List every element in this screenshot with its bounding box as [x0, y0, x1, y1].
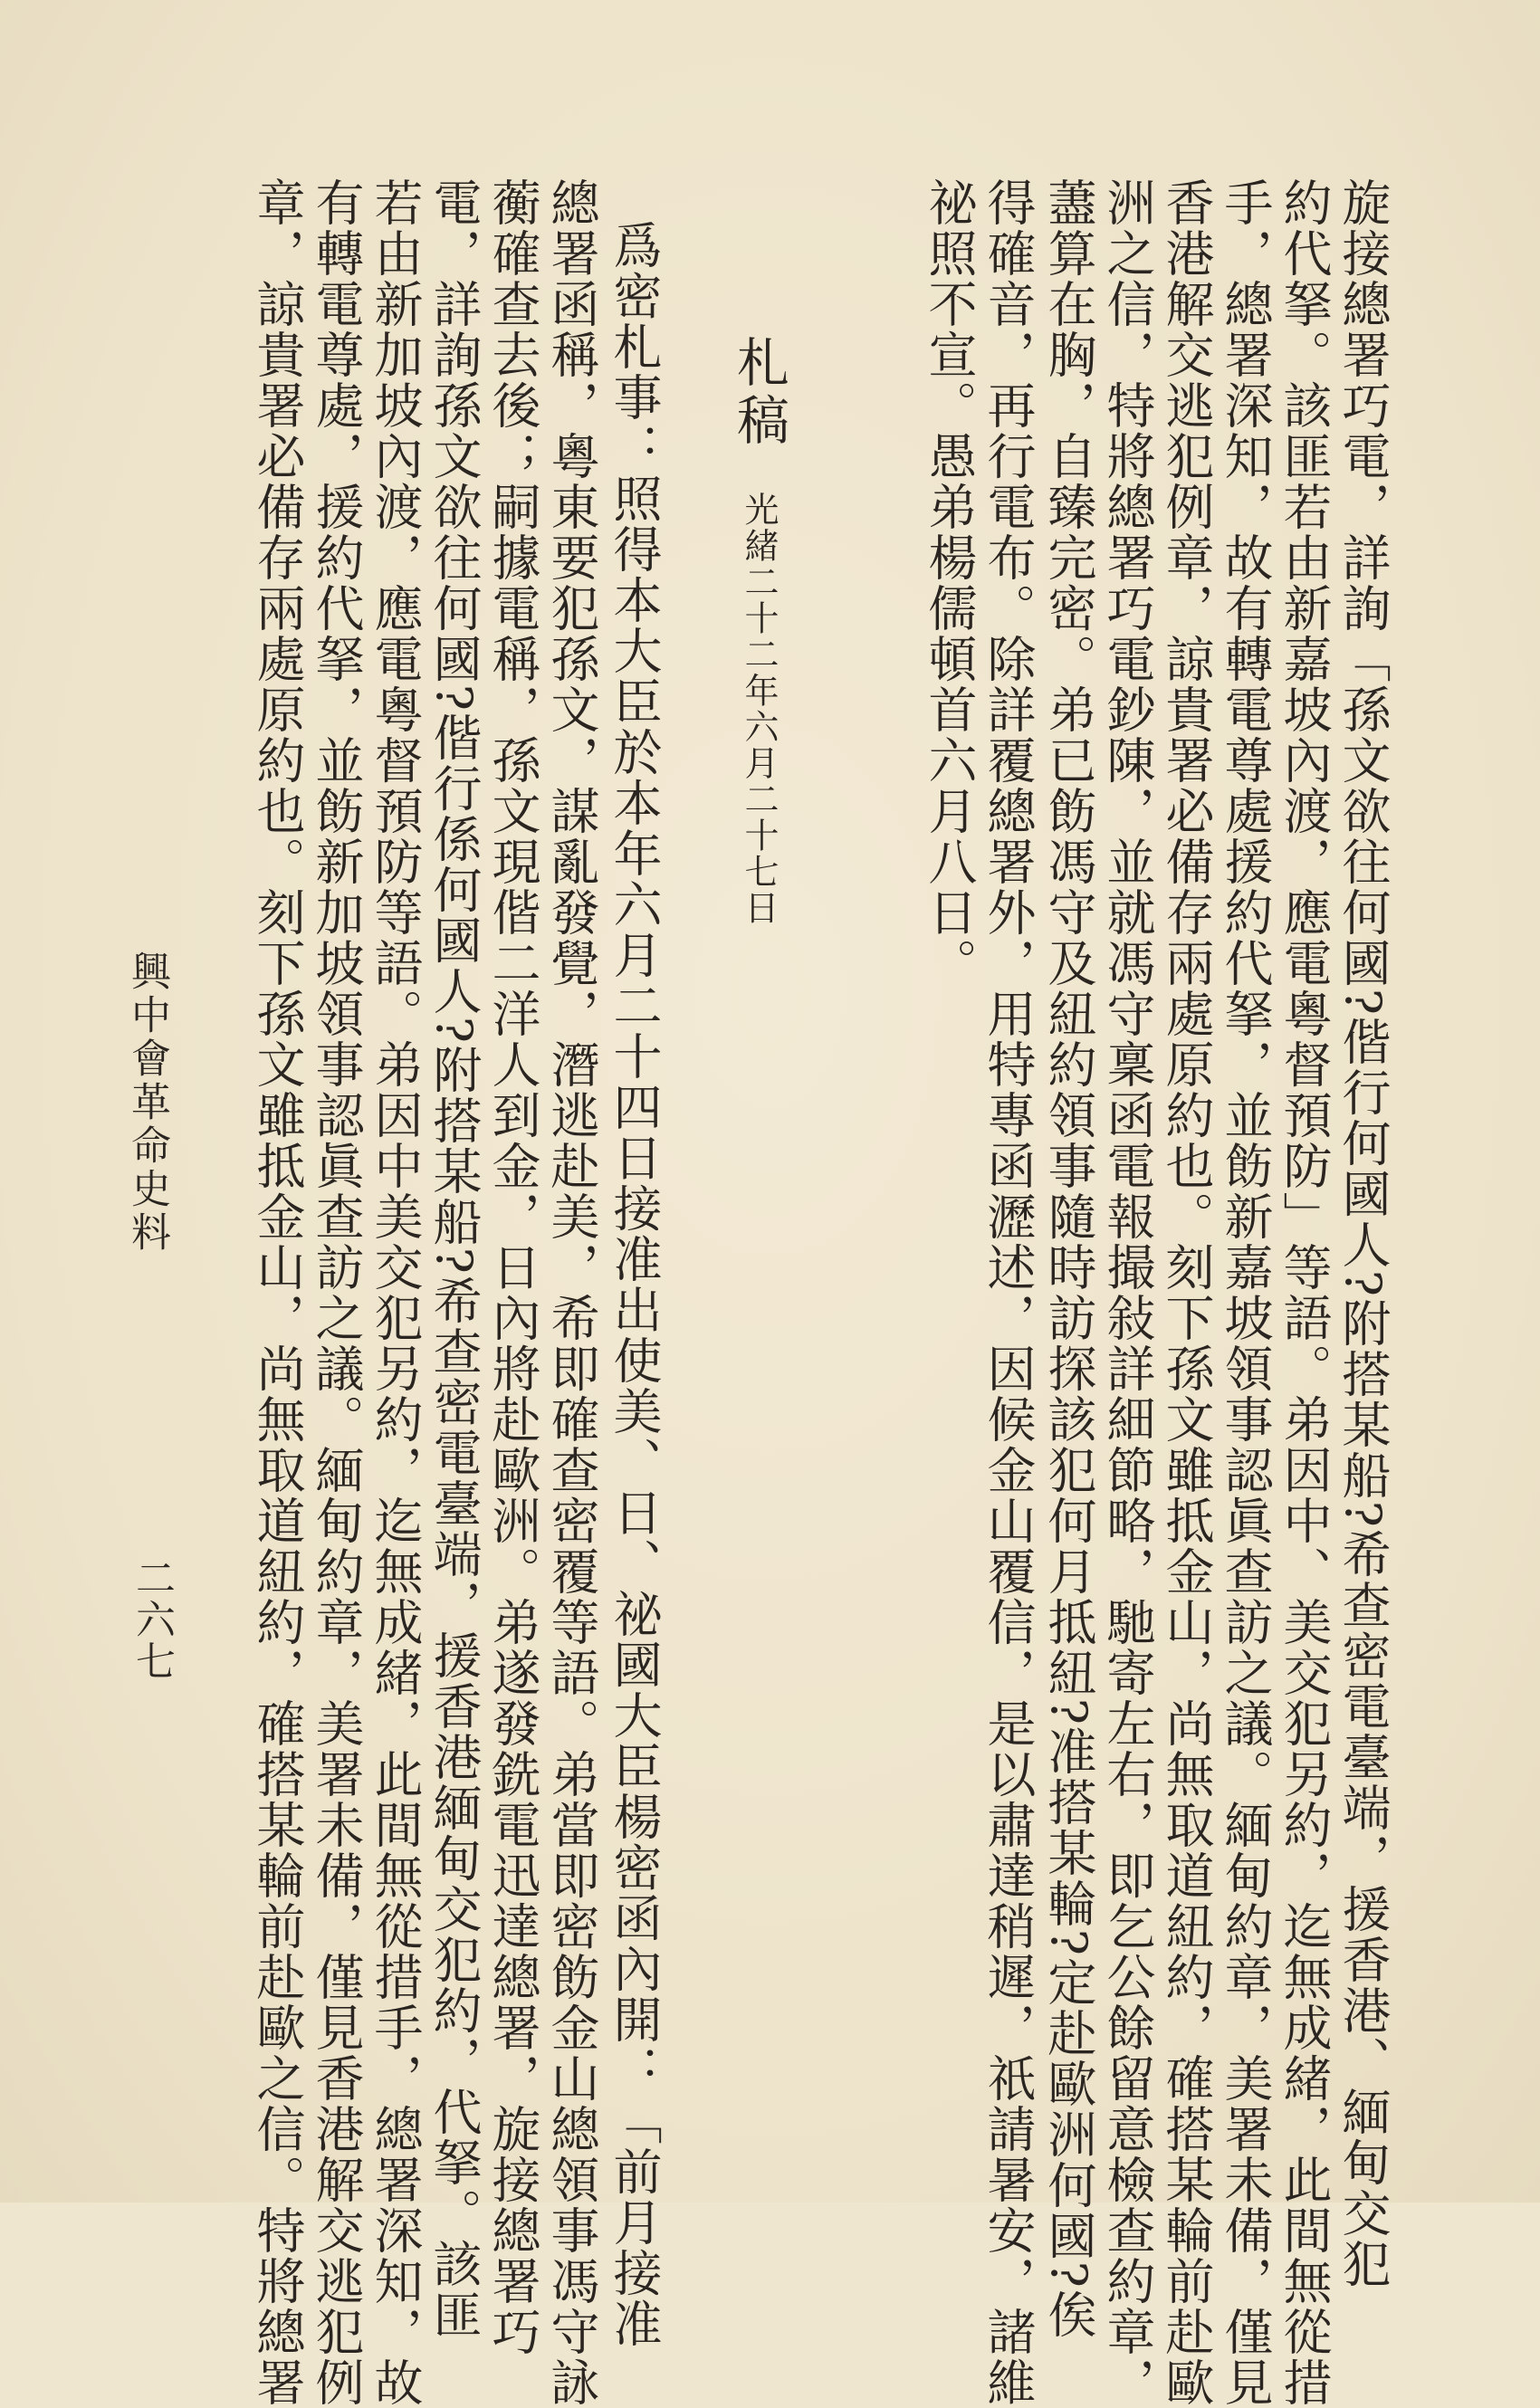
text-column: 若由新加坡內渡，應電粵督預防等語。弟因中美交犯另約，迄無成緒，此間無從措手，總署深知，故: [367, 177, 424, 2408]
text-column: 香港解交逃犯例章，諒貴署必備存兩處原約也。刻下孫文雖抵金山，尚無取道紐約，確搭某輪前赴歐: [1158, 177, 1215, 2408]
text-column: 藎算在胸，自臻完密。弟已飭馮守及紐約領事隨時訪探該犯何月抵紐?准搭某輪?定赴歐洲何國?俟: [1040, 177, 1097, 2340]
text-column: 手，總署深知，故有轉電尊處援約代拏，並飭新嘉坡領事認眞查訪之議。緬甸約章，美署未備，僅見: [1217, 177, 1274, 2408]
text-column: 爲密札事：照得本大臣於本年六月二十四日接准出使美、日、祕國大臣楊密函內開：「前月接准: [606, 220, 663, 2349]
text-column: 祕照不宣。愚弟楊儒頓首六月八日。: [921, 177, 978, 989]
text-column: 總署函稱，粵東要犯孫文，謀亂發覺，潛逃赴美，希即確查密覆等語。弟當即密飭金山總領事馮守詠: [543, 177, 600, 2408]
text-column: 蘅確查去後；嗣據電稱，孫文現偕二洋人到金，日內將赴歐洲。弟遂發銑電迅達總署，旋接總署巧: [484, 177, 541, 2357]
text-column: 電，詳詢孫文欲往何國?偕行係何國人?附搭某船?希查密電臺端，援香港緬甸交犯約，代拏。該匪: [426, 177, 483, 2340]
section-date: 光緒二十二年六月二十七日: [739, 492, 779, 927]
text-column: 章，諒貴署必備存兩處原約也。刻下孫文雖抵金山，尚無取道紐約，確搭某輪前赴歐之信。特將總署: [249, 177, 306, 2408]
text-column: 旋接總署巧電，詳詢「孫文欲往何國?偕行何國人?附搭某船?希查密電臺端，援香港、緬甸交犯: [1334, 177, 1392, 2289]
text-column: 約代拏。該匪若由新嘉坡內渡，應電粵督預防」等語。弟因中、美交犯另約，迄無成緒，此間無從措: [1276, 177, 1333, 2408]
section-heading: [715, 335, 797, 1150]
section-title: 札稿: [728, 335, 789, 451]
text-column: 有轉電尊處，援約代拏，並飭新加坡領事認眞查訪之議。緬甸約章，美署未備，僅見香港解交逃犯例: [308, 177, 365, 2408]
text-column: 洲之信，特將總署巧電鈔陳，並就馮守稟函電報撮敍詳細節略，馳寄左右，即乞公餘留意檢查約章，: [1099, 177, 1156, 2408]
text-column: 得確音，再行電布。除詳覆總署外，用特專函瀝述，因候金山覆信，是以肅達稍遲，祇請暑安，諸維: [980, 177, 1037, 2408]
page-number: 二六七: [129, 1557, 175, 1682]
book-title: 興中會革命史料: [124, 951, 170, 1255]
